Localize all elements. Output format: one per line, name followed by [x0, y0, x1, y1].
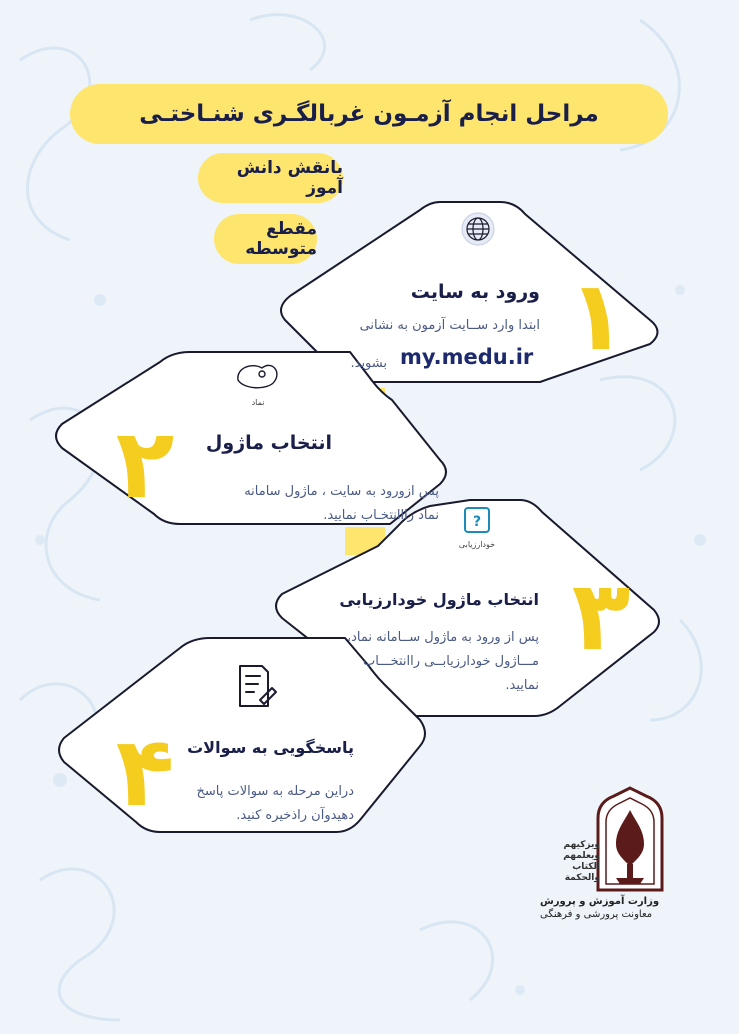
step-4-title: پاسخگویی به سوالات	[187, 738, 354, 757]
step-2-desc: پس ازورود به سایت ، ماژول سامانه نماد رااانتخـاب نمایید.	[244, 484, 439, 523]
step-2-title: انتخاب ماژول	[205, 432, 332, 454]
step-4-desc: دراین مرحله به سوالات پاسخ دهیدوآن راذخیره کنید.	[196, 784, 354, 823]
namad-icon-label: نماد	[251, 398, 265, 407]
globe-icon	[462, 213, 494, 245]
emblem-calligraphy: ويزكيهم ويعلمهم الكتاب والحكمة	[563, 840, 600, 883]
step-3-desc: پس از ورود به ماژول ســامانه نماد، مـــاژول خودارزیابــی راانتخـــاب نمایید.	[346, 630, 539, 693]
svg-text:?: ?	[472, 514, 482, 530]
step-1-desc: ابتدا وارد ســایت آزمون به نشانی	[359, 318, 540, 333]
ministry-name	[540, 895, 680, 921]
ministry-emblem	[598, 788, 662, 890]
step-number-3: ۳	[571, 560, 631, 672]
level-badge: مقطع متوسطه	[214, 214, 317, 264]
page-title: مراحل انجام آزمـون غربالگـری شنـاختـی	[70, 84, 668, 144]
step-3-title: انتخاب ماژول خودارزیابی	[339, 590, 539, 609]
step-number-4: ۴	[115, 716, 175, 828]
ministry-title: وزارت آموزش و پرورش	[540, 896, 660, 907]
step-1-suffix: بشوید.	[350, 356, 387, 371]
step-1-title: ورود به سایت	[410, 281, 540, 303]
role-badge: بانقش دانش آموز	[198, 153, 343, 203]
step-number-1: ۱	[567, 260, 627, 372]
site-url[interactable]: my.medu.ir	[400, 345, 534, 369]
deputy-title: معاونت پرورشی و فرهنگی	[540, 909, 653, 920]
step-number-2: ۲	[115, 408, 175, 520]
self-assessment-icon-label: خودارزیابی	[458, 540, 496, 549]
